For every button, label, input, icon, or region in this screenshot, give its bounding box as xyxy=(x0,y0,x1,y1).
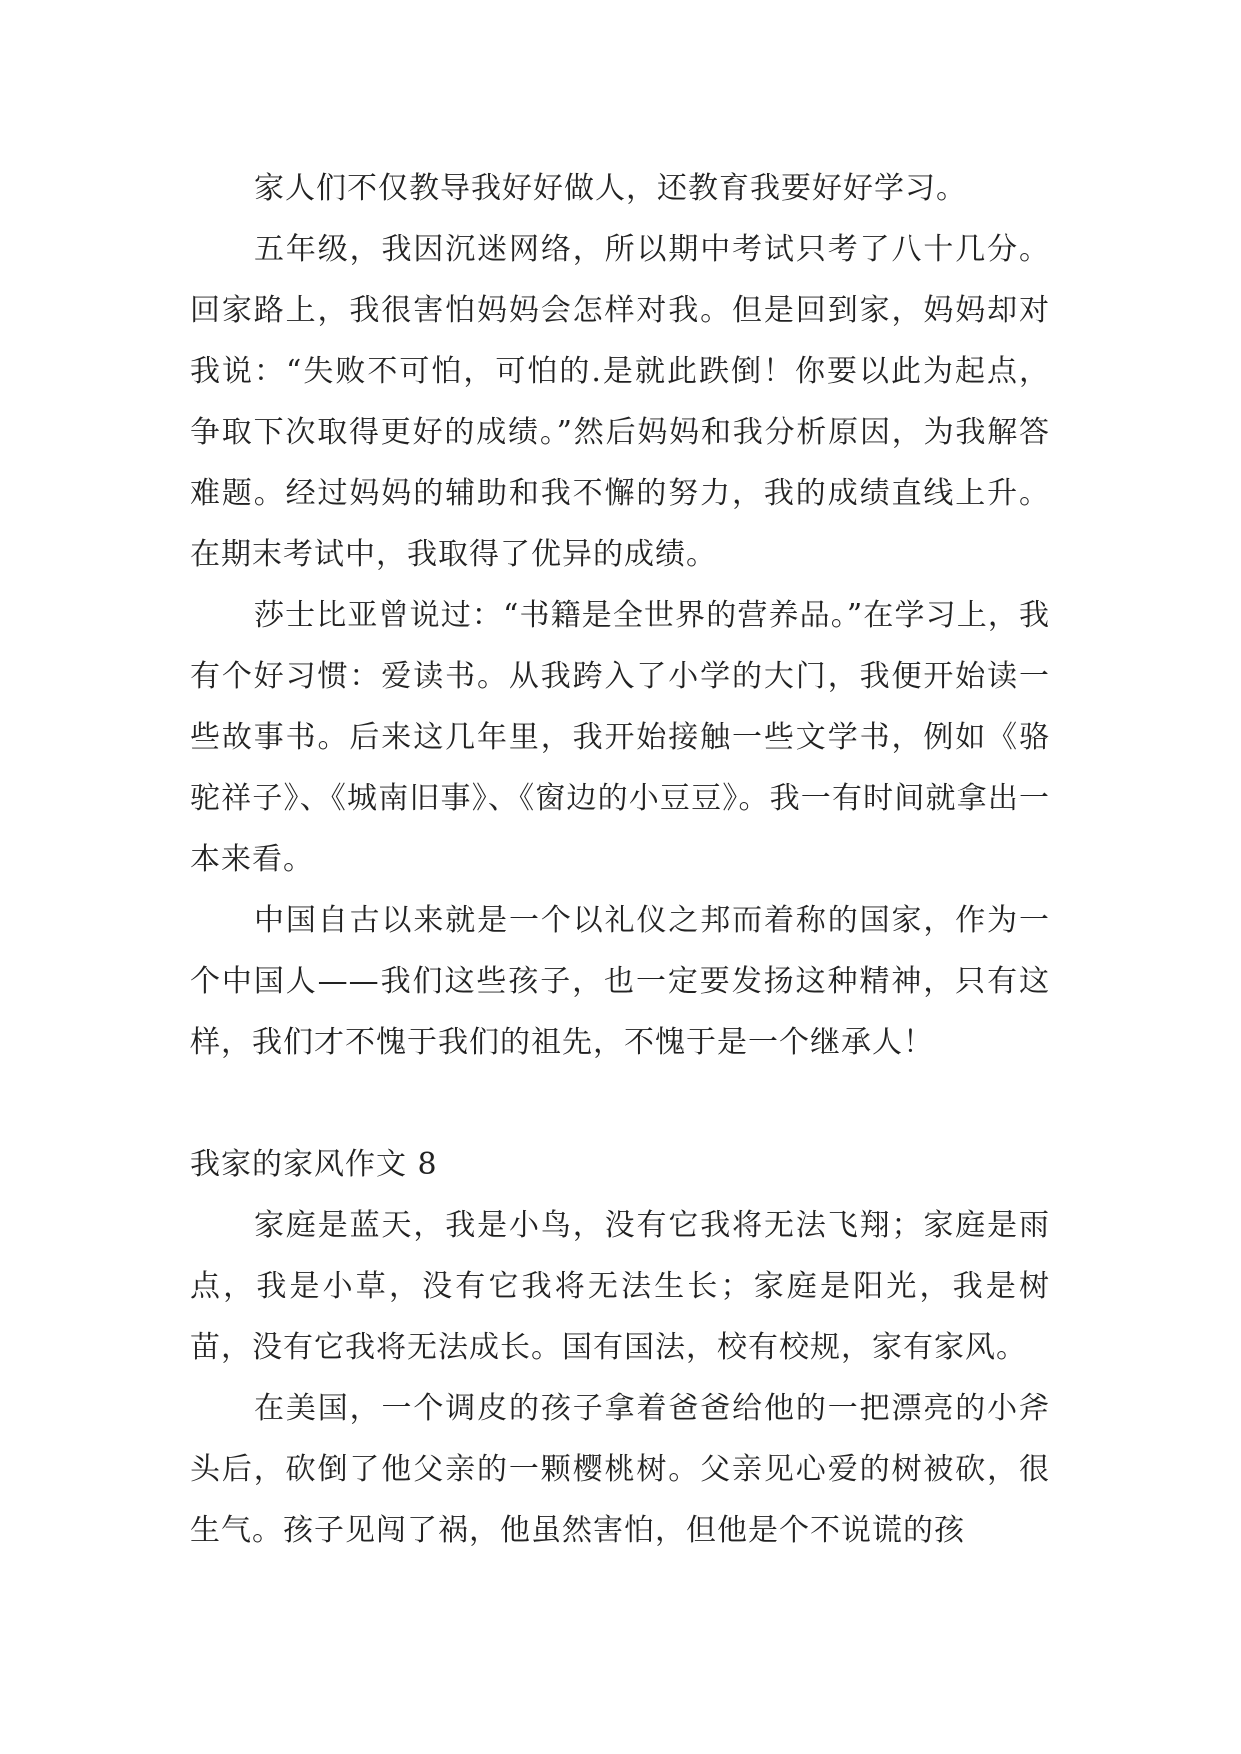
paragraph: 家人们不仅教导我好好做人，还教育我要好好学习。 xyxy=(254,171,967,206)
paragraph: 中国自古以来就是一个以礼仪之邦而着称的国家，作为一个中国人——我们这些孩子，也一定要发扬这种精神，只有这样，我们才不愧于我们的祖先，不愧于是一个继承人！ xyxy=(190,903,1050,1060)
paragraph: 莎士比亚曾说过：“书籍是全世界的营养品。”在学习上，我有个好习惯：爱读书。从我跨入了小学的大门，我便开始读一些故事书。后来这几年里，我开始接触一些文学书，例如《骆驼祥子》、《城南旧事》、《窗边的小豆豆》。我一有时间就拿出一本来看。 xyxy=(190,598,1050,877)
document-body xyxy=(190,158,1050,1561)
section-heading: 我家的家风作文 8 xyxy=(190,1147,438,1182)
paragraph: 在美国，一个调皮的孩子拿着爸爸给他的一把漂亮的小斧头后，砍倒了他父亲的一颗樱桃树。父亲见心爱的树被砍，很生气。孩子见闯了祸，他虽然害怕，但他是个不说谎的孩 xyxy=(190,1391,1050,1548)
paragraph: 五年级，我因沉迷网络，所以期中考试只考了八十几分。回家路上，我很害怕妈妈会怎样对我。但是回到家，妈妈却对我说：“失败不可怕，可怕的.是就此跌倒！你要以此为起点，争取下次取得更好的成绩。”然后妈妈和我分析原因，为我解答难题。经过妈妈的辅助和我不懈的努力，我的成绩直线上升。在期末考试中，我取得了优异的成绩。 xyxy=(190,232,1050,572)
paragraph: 家庭是蓝天，我是小鸟，没有它我将无法飞翔；家庭是雨点，我是小草，没有它我将无法生长；家庭是阳光，我是树苗，没有它我将无法成长。国有国法，校有校规，家有家风。 xyxy=(190,1208,1050,1365)
